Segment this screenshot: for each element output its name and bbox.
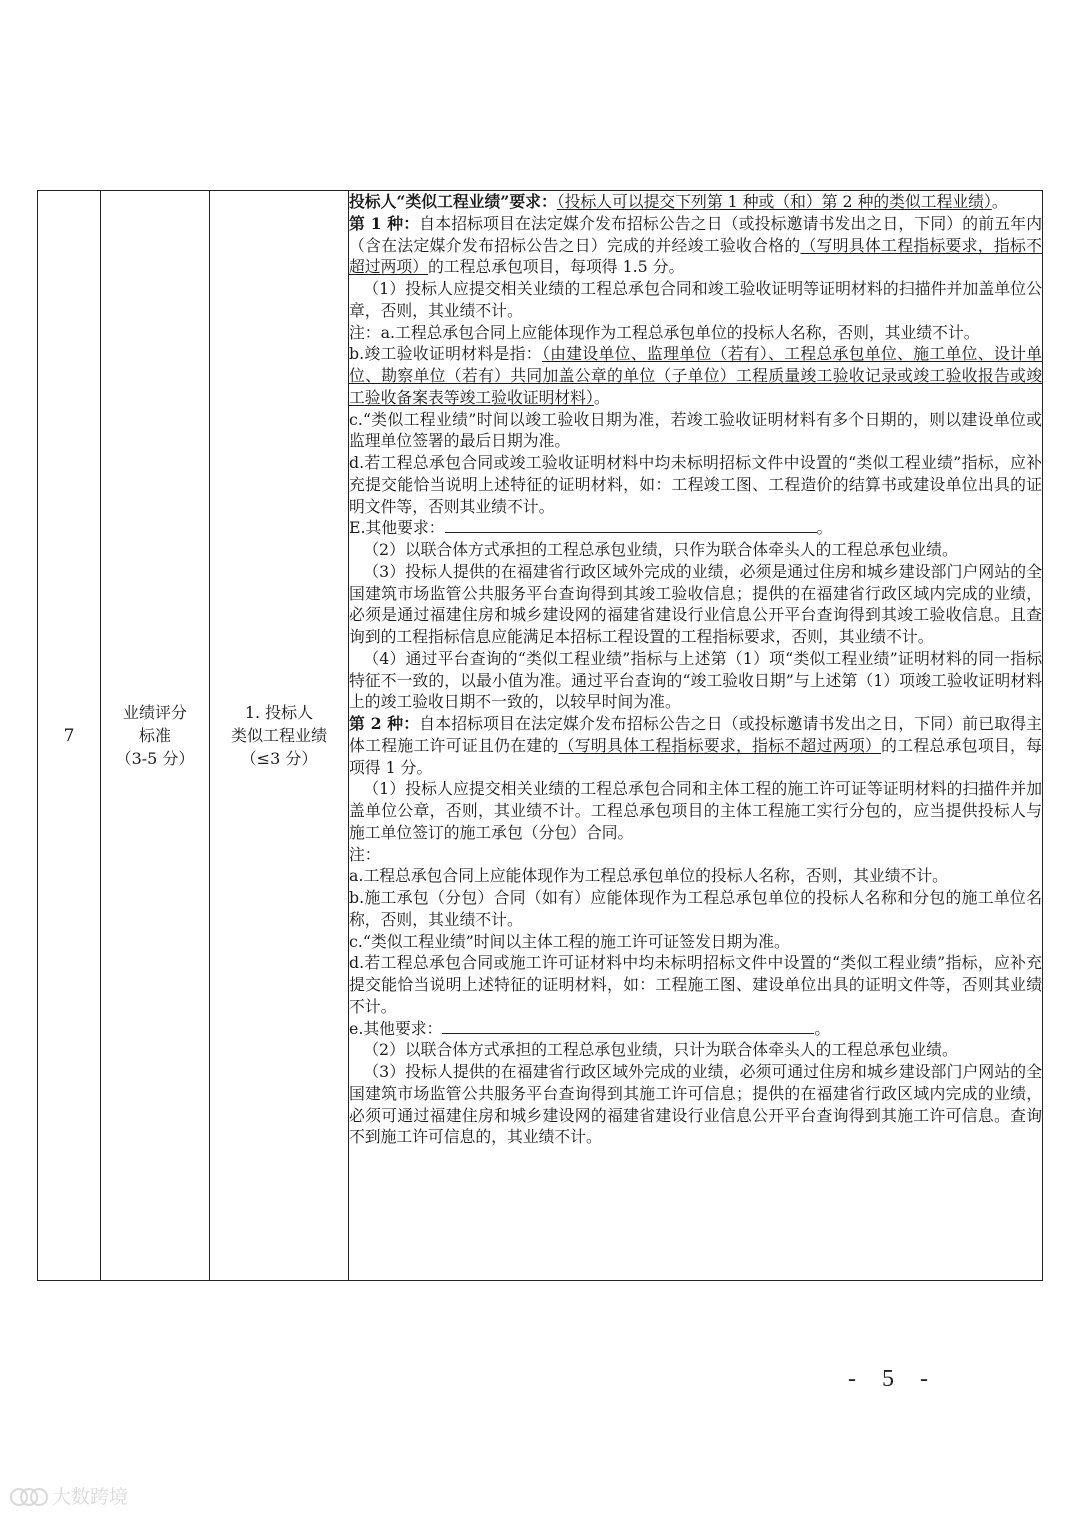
type-2-note-d: d.若工程总承包合同或施工许可证材料中均未标明招标文件中设置的“类似工程业绩”指标，应补充提交能恰当说明上述特征的证明材料，如：工程施工图、建设单位出具的证明文件等，否则其业绩不计。 [349, 953, 1042, 1016]
type-1-note-c: c.“类似工程业绩”时间以竣工验收日期为准，若竣工验收证明材料有多个日期的，则以建设单位或监理单位签署的最后日期为准。 [349, 409, 1042, 451]
note-b-underlined: （由建设单位、监理单位（若有）、工程总承包单位、施工单位、设计单位、勘察单位（若有）共同加盖公章的单位（子单位）工程质量竣工验收记录或竣工验收报告或竣工验收备案表等竣工验收证明材料） [349, 344, 1042, 407]
type-1-item-4: （4）通过平台查询的“类似工程业绩”指标与上述第（1）项“类似工程业绩”证明材料的同一指标特征不一致的，以最小值为准。通过平台查询的“竣工验收日期”与上述第（1）项竣工验收证明材料上的竣工验收日期不一致的，以较早时间为准。 [349, 648, 1042, 712]
type-2-item-1: （1）投标人应提交相关业绩的工程总承包合同和主体工程的施工许可证等证明材料的扫描件并加盖单位公章，否则，其业绩不计。工程总承包项目的主体工程施工实行分包的，应当提供投标人与施工单位签订的施工承包（分包）合同。 [349, 779, 1042, 842]
category-cell [101, 191, 210, 1281]
type-1-text-end: 的工程总承包项目，每项得 1.5 分。 [428, 257, 685, 277]
note-e-end: 。 [816, 518, 833, 538]
type-1-item-3: （3）投标人提供的在福建省行政区域外完成的业绩，必须是通过住房和城乡建设部门户网站的全国建筑市场监管公共服务平台查询得到其竣工验收信息；提供的在福建省行政区域内完成的业绩，必须是通过福建住房和城乡建设网的福建省建设行业信息公开平台查询得到其竣工验收信息。且查询到的工程指标信息应能满足本招标工程设置的工程指标要求，否则，其业绩不计。 [349, 561, 1042, 646]
category-line: （3-5 分） [115, 749, 195, 768]
note-e-label: E.其他要求： [349, 518, 445, 538]
requirements-heading [349, 191, 1042, 213]
requirements-text [349, 191, 1042, 1148]
type-1-label: 第 1 种： [349, 213, 420, 233]
heading-end: 。 [991, 192, 1008, 211]
watermark-logo-icon [10, 1484, 48, 1508]
watermark-text: 大数跨境 [52, 1486, 129, 1508]
item-line: 类似工程业绩 [230, 726, 327, 745]
type-2-paragraph [349, 713, 1042, 778]
item-line: 1. 投标人 [244, 703, 314, 722]
type-2-note-c: c.“类似工程业绩”时间以主体工程的施工许可证签发日期为准。 [349, 931, 790, 951]
type-1-note-a: 注：a.工程总承包合同上应能体现作为工程总承包单位的投标人名称，否则，其业绩不计。 [349, 322, 980, 342]
note-b-prefix: b.竣工验收证明材料是指： [349, 344, 542, 364]
category-line: 业绩评分 [122, 703, 187, 722]
type-1-paragraph [349, 213, 1042, 278]
type-2-underlined: （写明具体工程指标要求，指标不超过两项） [558, 735, 882, 755]
row-index: 7 [38, 191, 101, 1281]
note-e-label: e.其他要求： [349, 1018, 443, 1038]
heading-underlined: （投标人可以提交下列第 1 种或（和）第 2 种的类似工程业绩） [556, 192, 992, 211]
type-2-item-3: （3）投标人提供的在福建省行政区域外完成的业绩，必须可通过住房和城乡建设部门户网站的全国建筑市场监管公共服务平台查询得到其施工许可信息；提供的在福建省行政区域内完成的业绩，必须可通过福建住房和城乡建设网的福建省建设行业信息公开平台查询得到其施工许可信息。查询不到施工许可信息的，其业绩不计。 [349, 1062, 1042, 1147]
type-2-note-a: a.工程总承包合同上应能体现作为工程总承包单位的投标人名称，否则，其业绩不计。 [349, 866, 948, 886]
page-number: - 5 - [848, 1366, 938, 1392]
type-2-text: 自本招标项目在法定媒介发布招标公告之日（或投标邀请书发出之日，下同）前已取得主体工程施工许可证且仍在建的 [349, 714, 1042, 755]
type-1-text: 自本招标项目在法定媒介发布招标公告之日（或投标邀请书发出之日，下同）的前五年内（含在法定媒介发布招标公告之日）完成的并经竣工验收合格的 [349, 213, 1042, 255]
note-e-end: 。 [814, 1018, 831, 1038]
type-1-note-d: d.若工程总承包合同或竣工验收证明材料中均未标明招标文件中设置的“类似工程业绩”指标，应补充提交能恰当说明上述特征的证明材料，如：工程竣工图、工程造价的结算书或建设单位出具的证明文件等，否则其业绩不计。 [349, 453, 1042, 516]
fill-in-blank [442, 1018, 814, 1034]
type-2-note-e [349, 1018, 1042, 1040]
note-b-end: 。 [593, 387, 610, 407]
item-line: （≤3 分） [240, 749, 318, 768]
type-1-item-2: （2）以联合体方式承担的工程总承包业绩，只作为联合体牵头人的工程总承包业绩。 [363, 540, 958, 559]
type-2-item-2: （2）以联合体方式承担的工程总承包业绩，只计为联合体牵头人的工程总承包业绩。 [363, 1040, 958, 1060]
category-line: 标准 [138, 726, 171, 745]
type-2-label: 第 2 种： [349, 714, 420, 733]
table-row [38, 191, 1043, 1281]
watermark [10, 1482, 128, 1509]
type-1-note-e [349, 517, 1042, 539]
fill-in-blank [445, 517, 817, 533]
type-1-note-b [349, 343, 1042, 408]
scoring-table [37, 190, 1043, 1281]
heading-bold: 投标人“类似工程业绩”要求： [349, 192, 557, 211]
content-cell [349, 191, 1043, 1281]
item-cell [210, 191, 349, 1281]
type-2-note-label: 注： [349, 844, 381, 864]
type-2-note-b: b.施工承包（分包）合同（如有）应能体现作为工程总承包单位的投标人名称和分包的施工单位名称，否则，其业绩不计。 [349, 888, 1042, 929]
type-1-underlined: （写明具体工程指标要求，指标不超过两项） [349, 235, 1042, 277]
type-1-item-1: （1）投标人应提交相关业绩的工程总承包合同和竣工验收证明等证明材料的扫描件并加盖单位公章，否则，其业绩不计。 [349, 279, 1042, 320]
type-2-text-end: 的工程总承包项目，每项得 1 分。 [349, 735, 1042, 777]
